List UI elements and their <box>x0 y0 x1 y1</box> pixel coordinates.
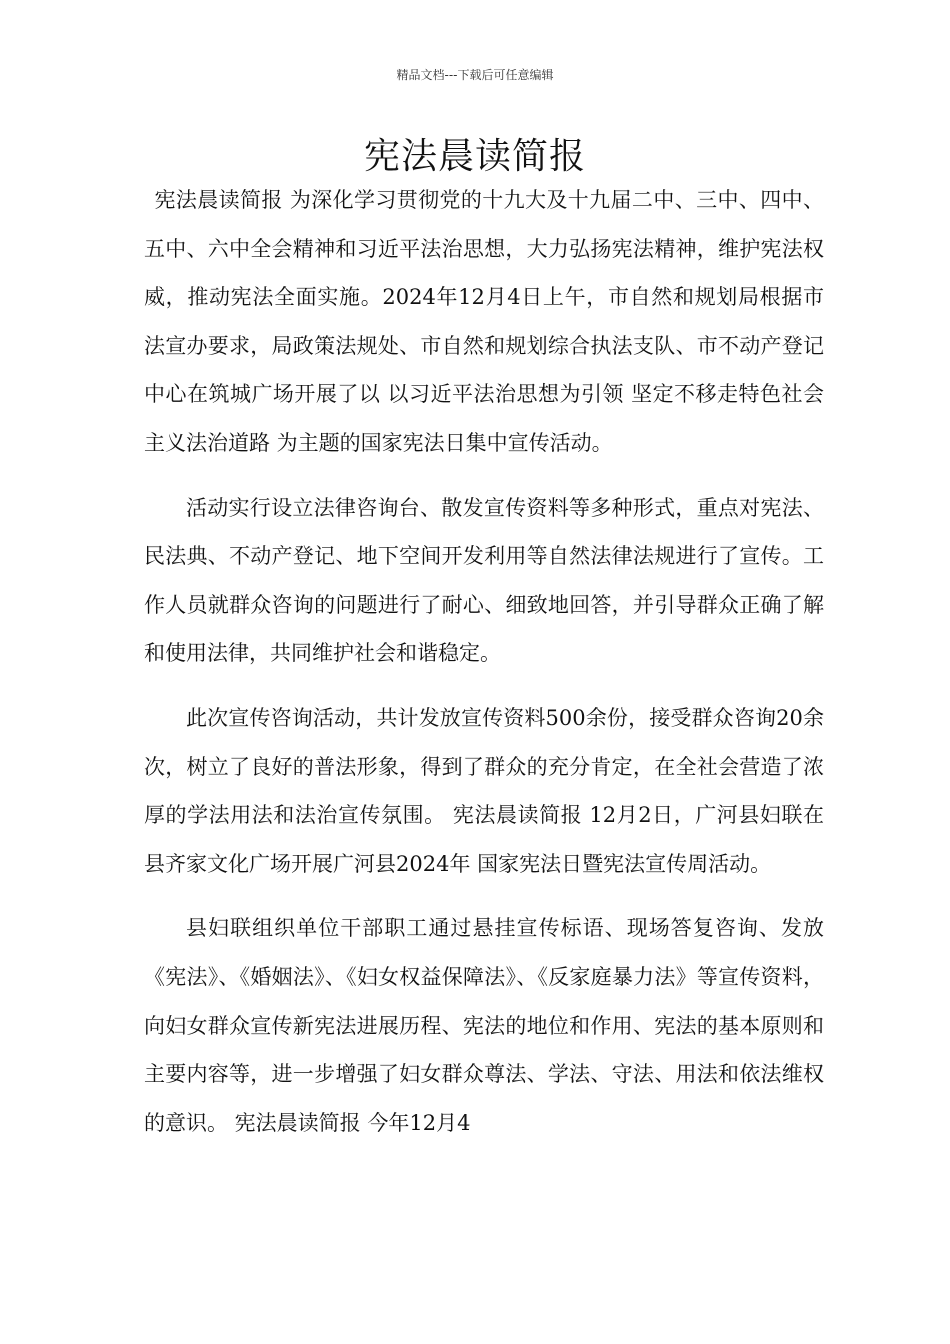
paragraph-2: 活动实行设立法律咨询台、散发宣传资料等多种形式，重点对宪法、民法典、不动产登记、地下空间开发利用等自然法律法规进行了宣传。工作人员就群众咨询的问题进行了耐心、细致地回答，并引导群众正确了解和使用法律，共同维护社会和谐稳定。 <box>144 495 824 666</box>
document-title: 宪法晨读简报 <box>363 136 586 177</box>
paragraph-3: 此次宣传咨询活动，共计发放宣传资料500余份，接受群众咨询20余次，树立了良好的普法形象，得到了群众的充分肯定，在全社会营造了浓厚的学法用法和法治宣传氛围。 宪法晨读简报 12月2日，广河县妇联在县齐家文化广场开展广河县2024年 国家宪法日暨宪法宣传周活动。 <box>144 705 824 876</box>
paragraph-1: 宪法晨读简报 为深化学习贯彻党的十九大及十九届二中、三中、四中、五中、六中全会精神和习近平法治思想，大力弘扬宪法精神，维护宪法权威，推动宪法全面实施。2024年12月4日上午，市自然和规划局根据市法宣办要求，局政策法规处、市自然和规划综合执法支队、市不动产登记中心在筑城广场开展了以 以习近平法治思想为引领 坚定不移走特色社会主义法治道路 为主题的国家宪法日集中宣传活动。 <box>144 188 824 455</box>
document-body <box>144 176 824 1147</box>
header-note: 精品文档---下载后可任意编辑 <box>396 68 554 82</box>
paragraph-4: 县妇联组织单位干部职工通过悬挂宣传标语、现场答复咨询、发放《宪法》、《婚姻法》、《妇女权益保障法》、《反家庭暴力法》等宣传资料，向妇女群众宣传新宪法进展历程、宪法的地位和作用、宪法的基本原则和主要内容等，进一步增强了妇女群众尊法、学法、守法、用法和依法维权的意识。 宪法晨读简报 今年12月4 <box>144 916 824 1135</box>
